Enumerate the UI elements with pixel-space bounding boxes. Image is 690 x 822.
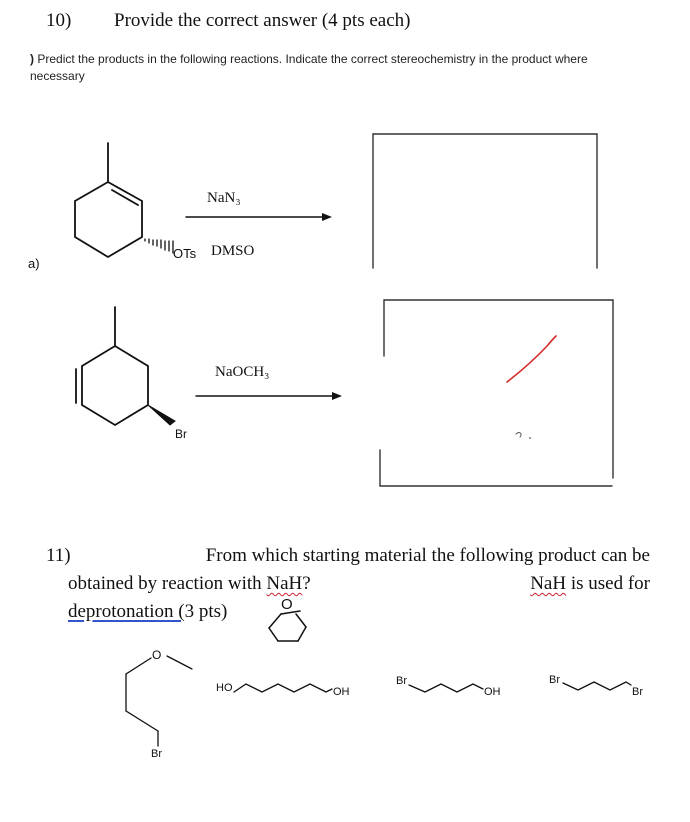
nah-spell-flag: NaH [266, 573, 303, 594]
question-11-line3: deprotonation (3 pts) [68, 601, 228, 622]
option-2-label-oh: OH [333, 686, 350, 698]
option-4-label-br-right: Br [632, 686, 643, 698]
answer-box-1 [373, 134, 597, 268]
thf-oxygen-label: O [281, 596, 293, 613]
reaction2-leaving-group: Br [175, 427, 187, 441]
option-3-label-br: Br [396, 675, 407, 687]
reaction1-leaving-group: OTs [173, 246, 197, 261]
option-2-chain [234, 684, 332, 692]
answer-box-2 [380, 300, 613, 486]
stray-mark [516, 433, 521, 437]
reaction1-substrate [75, 143, 142, 257]
question-10-instructions: ) Predict the products in the following reactions. Indicate the correct stereochemistry in the product where necessary [30, 52, 588, 83]
reaction1-reagent-bottom: DMSO [211, 243, 255, 259]
reaction2-bold-wedge [148, 405, 175, 425]
reaction1-reagent-top: NaN₃ [207, 190, 241, 206]
thf-product [269, 611, 306, 641]
question-11-line2 [68, 573, 650, 595]
question-11-line1 [46, 545, 650, 567]
question-11-text-1: From which starting material the following product can be [205, 545, 650, 566]
reaction2-substrate [76, 307, 148, 425]
question-10-title: Provide the correct answer (4 pts each) [114, 10, 411, 31]
part-a-label: a) [28, 256, 40, 271]
reaction1-hashed-wedge [145, 239, 173, 253]
red-pen-mark [507, 336, 556, 382]
option-4-label-br-left: Br [549, 674, 560, 686]
option-4-chain [563, 682, 631, 690]
question-10-number: 10) [46, 10, 72, 31]
instructions-text: Predict the products in the following reactions. Indicate the correct stereochemistry in the product where necessary [30, 52, 588, 83]
nah-spell-flag-2: NaH [530, 573, 567, 594]
option-3-label-oh: OH [484, 686, 501, 698]
deprotonation-underlined: deprotonation ( [68, 601, 185, 622]
option-3-chain [409, 684, 483, 692]
option-1-label-o: O [152, 648, 162, 662]
option-2-label-ho: HO [216, 682, 233, 694]
question-11-text-3: NaH is used for [530, 573, 650, 594]
question-11-number: 11) [46, 545, 71, 566]
question-11-text-2: obtained by reaction with NaH? [68, 573, 311, 594]
option-1-label-br: Br [151, 748, 162, 760]
option-1-structure [126, 656, 192, 746]
reaction2-reagent-top: NaOCH₃ [215, 364, 270, 380]
